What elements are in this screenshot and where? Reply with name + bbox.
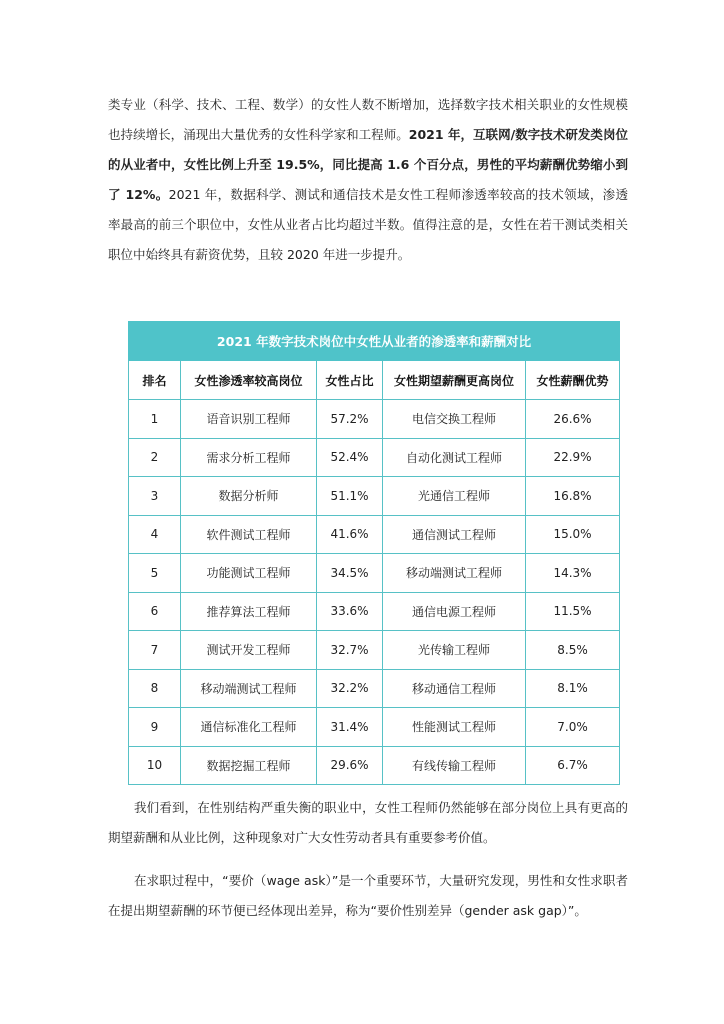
header-female-share: 女性占比 [317, 361, 383, 400]
rank-cell: 2 [129, 438, 181, 477]
female-share-cell: 34.5% [317, 554, 383, 593]
intro-text-3: 2021 年，数据科学、测试和通信技术是女性工程师渗透率较高的技术领域，渗透率最高的前三个职位中，女性从业者占比均超过半数。值得注意的是，女性在若干测试类相关职位中始终具有薪资优势，且较 2020 年进一步提升。 [108, 187, 628, 262]
penetration-role-cell: 通信标准化工程师 [181, 708, 317, 747]
salary-role-cell: 有线传输工程师 [383, 746, 526, 785]
salary-role-cell: 通信电源工程师 [383, 592, 526, 631]
salary-role-cell: 移动端测试工程师 [383, 554, 526, 593]
table-row [129, 631, 620, 670]
salary-role-cell: 电信交换工程师 [383, 400, 526, 439]
rank-cell: 3 [129, 477, 181, 516]
salary-role-cell: 光传输工程师 [383, 631, 526, 670]
penetration-role-cell: 推荐算法工程师 [181, 592, 317, 631]
header-rank: 排名 [129, 361, 181, 400]
penetration-role-cell: 软件测试工程师 [181, 515, 317, 554]
female-share-cell: 33.6% [317, 592, 383, 631]
salary-role-cell: 自动化测试工程师 [383, 438, 526, 477]
table-header-row [129, 361, 620, 400]
table-row [129, 592, 620, 631]
salary-advantage-cell: 11.5% [526, 592, 620, 631]
salary-role-cell: 通信测试工程师 [383, 515, 526, 554]
female-share-cell: 51.1% [317, 477, 383, 516]
salary-advantage-cell: 22.9% [526, 438, 620, 477]
intro-text-bold: 2021 年，互联网/数字技术研发类岗位的从业者中，女性比例上升至 19.5%，同比提高 1.6 个百分点，男性的平均薪酬优势缩小到了 12%。 [108, 127, 628, 202]
penetration-role-cell: 需求分析工程师 [181, 438, 317, 477]
penetration-role-cell: 功能测试工程师 [181, 554, 317, 593]
table-caption: 2021 年数字技术岗位中女性从业者的渗透率和薪酬对比 [129, 322, 620, 361]
salary-advantage-cell: 16.8% [526, 477, 620, 516]
header-salary-advantage: 女性薪酬优势 [526, 361, 620, 400]
rank-cell: 5 [129, 554, 181, 593]
rank-cell: 8 [129, 669, 181, 708]
penetration-role-cell: 数据挖掘工程师 [181, 746, 317, 785]
table-row [129, 477, 620, 516]
table-row [129, 554, 620, 593]
rank-cell: 10 [129, 746, 181, 785]
salary-advantage-cell: 6.7% [526, 746, 620, 785]
salary-advantage-cell: 14.3% [526, 554, 620, 593]
salary-advantage-cell: 8.5% [526, 631, 620, 670]
female-share-cell: 32.7% [317, 631, 383, 670]
rank-cell: 1 [129, 400, 181, 439]
table-row [129, 746, 620, 785]
penetration-role-cell: 移动端测试工程师 [181, 669, 317, 708]
salary-role-cell: 移动通信工程师 [383, 669, 526, 708]
salary-penetration-table [128, 321, 620, 785]
table-row [129, 669, 620, 708]
salary-role-cell: 光通信工程师 [383, 477, 526, 516]
rank-cell: 6 [129, 592, 181, 631]
salary-advantage-cell: 7.0% [526, 708, 620, 747]
header-higher-salary-role: 女性期望薪酬更高岗位 [383, 361, 526, 400]
salary-advantage-cell: 26.6% [526, 400, 620, 439]
rank-cell: 4 [129, 515, 181, 554]
female-share-cell: 52.4% [317, 438, 383, 477]
rank-cell: 7 [129, 631, 181, 670]
penetration-role-cell: 测试开发工程师 [181, 631, 317, 670]
observation-paragraph: 我们看到，在性别结构严重失衡的职业中，女性工程师仍然能够在部分岗位上具有更高的期望薪酬和从业比例，这种现象对广大女性劳动者具有重要参考价值。 [108, 800, 628, 845]
intro-paragraph [108, 90, 628, 270]
female-share-cell: 32.2% [317, 669, 383, 708]
intro-text-1: 类专业（科学、技术、工程、数学）的女性人数不断增加，选择数字技术相关职业的女性规模也持续增长，涌现出大量优秀的女性科学家和工程师。 [108, 97, 628, 142]
penetration-role-cell: 语音识别工程师 [181, 400, 317, 439]
salary-advantage-cell: 15.0% [526, 515, 620, 554]
salary-advantage-cell: 8.1% [526, 669, 620, 708]
rank-cell: 9 [129, 708, 181, 747]
table-row [129, 438, 620, 477]
table-row [129, 708, 620, 747]
header-high-penetration-role: 女性渗透率较高岗位 [181, 361, 317, 400]
female-share-cell: 57.2% [317, 400, 383, 439]
penetration-role-cell: 数据分析师 [181, 477, 317, 516]
wage-ask-paragraph: 在求职过程中，“要价（wage ask）”是一个重要环节，大量研究发现，男性和女性求职者在提出期望薪酬的环节便已经体现出差异，称为“要价性别差异（gender ask gap）”。 [108, 873, 628, 918]
table-row [129, 515, 620, 554]
salary-role-cell: 性能测试工程师 [383, 708, 526, 747]
female-share-cell: 31.4% [317, 708, 383, 747]
female-share-cell: 29.6% [317, 746, 383, 785]
table-row [129, 400, 620, 439]
female-share-cell: 41.6% [317, 515, 383, 554]
table-body [129, 400, 620, 785]
